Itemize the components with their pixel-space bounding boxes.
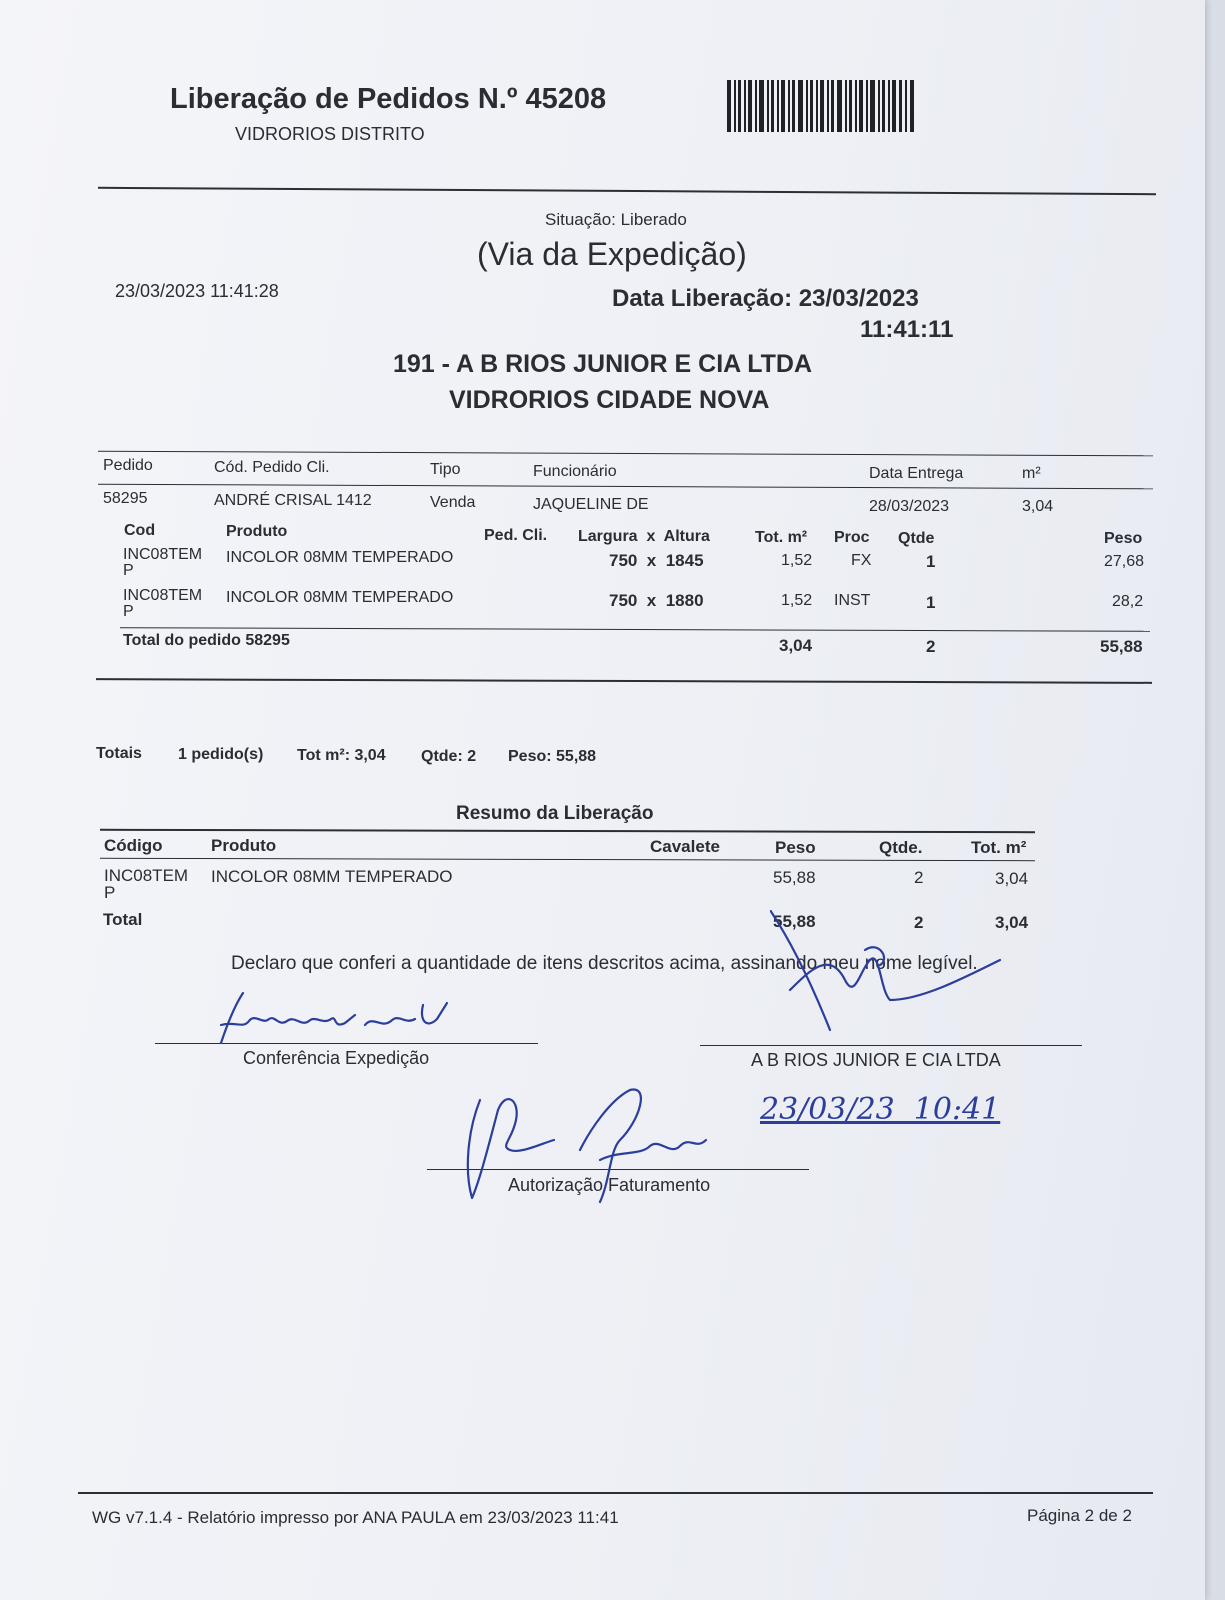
row-dims: 750 x 1845 [609,551,704,570]
row-tot-m2: 1,52 [781,592,813,609]
col-cod: Cod [124,522,156,539]
autorizacao-signature [460,1080,740,1210]
order-header-top-rule [98,451,1153,457]
col-produto: Produto [226,523,288,540]
conferencia-signature [205,985,465,1050]
header-divider [98,187,1156,195]
resumo-row-cod-line1: INC08TEM [104,866,189,885]
conferencia-label: Conferência Expedição [243,1048,430,1068]
totais-pedidos: 1 pedido(s) [178,746,264,763]
row-proc: FX [851,552,872,569]
row-cod-line1: INC08TEM [123,587,203,604]
resumo-row-produto: INCOLOR 08MM TEMPERADO [211,867,453,886]
label-m2: m² [1022,465,1041,482]
resumo-total-label: Total [103,910,143,929]
totais-peso: Peso: 55,88 [508,748,597,765]
value-data-entrega: 28/03/2023 [869,498,950,515]
order-block-bottom-rule [96,678,1152,684]
value-m2: 3,04 [1022,498,1054,515]
totais-tot-m2: Tot m²: 3,04 [297,747,386,764]
empresa-signature-line [700,1045,1082,1046]
label-data-entrega: Data Entrega [869,465,964,482]
resumo-col-codigo: Código [104,836,163,855]
resumo-total-qtde: 2 [914,913,924,932]
data-liberacao: Data Liberação: 23/03/2023 [612,285,919,312]
row-qtde: 1 [926,552,936,571]
row-qtde: 1 [926,593,936,612]
col-ped-cli: Ped. Cli. [484,527,548,544]
handwritten-date: 23/03/23 10:41 [760,1092,1001,1127]
order-total-m2: 3,04 [779,636,813,655]
label-cod-pedido-cli: Cód. Pedido Cli. [214,459,330,476]
resumo-row-qtde: 2 [914,868,924,887]
value-pedido: 58295 [103,490,148,507]
row-tot-m2: 1,52 [781,552,813,569]
row-dims: 750 x 1880 [609,591,704,610]
order-total-label: Total do pedido 58295 [123,632,290,649]
client-branch: VIDRORIOS CIDADE NOVA [449,386,770,414]
value-cod-pedido-cli: ANDRÉ CRISAL 1412 [214,492,372,509]
row-cod-line2: P [123,603,134,620]
col-largura-altura: Largura x Altura [578,528,710,545]
company-name: VIDRORIOS DISTRITO [235,124,425,144]
totais-qtde: Qtde: 2 [421,748,477,765]
status-situacao: Situação: Liberado [545,210,687,229]
empresa-signature [770,910,1010,1040]
hora-liberacao: 11:41:11 [860,316,954,343]
print-timestamp: 23/03/2023 11:41:28 [115,281,279,301]
resumo-total-peso: 55,88 [773,912,816,931]
resumo-header-rule [100,858,1035,861]
col-proc: Proc [834,529,870,546]
barcode-icon [727,78,915,134]
row-cod-line2: P [123,562,134,579]
resumo-row-tot-m2: 3,04 [995,869,1029,888]
resumo-col-qtde: Qtde. [879,838,923,857]
row-produto: INCOLOR 08MM TEMPERADO [226,549,454,566]
row-peso: 28,2 [1112,593,1144,610]
value-funcionario: JAQUELINE DE [533,496,649,513]
footer-page-number: Página 2 de 2 [1027,1506,1132,1525]
col-tot-m2: Tot. m² [755,529,808,546]
row-produto: INCOLOR 08MM TEMPERADO [226,589,454,606]
footer-divider [78,1492,1153,1494]
label-pedido: Pedido [103,457,153,474]
resumo-total-tot-m2: 3,04 [995,913,1029,932]
row-cod-line1: INC08TEM [123,546,203,563]
resumo-col-produto: Produto [211,836,277,855]
empresa-label: A B RIOS JUNIOR E CIA LTDA [751,1050,1001,1070]
resumo-title: Resumo da Liberação [456,803,654,824]
row-peso: 27,68 [1104,553,1145,570]
autorizacao-label: Autorização Faturamento [508,1175,711,1195]
via-label: (Via da Expedição) [477,236,747,272]
client-name: 191 - A B RIOS JUNIOR E CIA LTDA [393,350,813,378]
resumo-col-peso: Peso [775,838,816,857]
resumo-col-tot-m2: Tot. m² [971,838,1027,857]
row-proc: INST [834,592,871,609]
totais-label: Totais [96,745,142,762]
order-header-mid-rule [98,484,1153,490]
resumo-row-cod-line2: P [104,883,116,902]
resumo-top-rule [100,829,1035,833]
col-peso: Peso [1104,530,1143,547]
order-total-qtde: 2 [926,637,936,656]
document-title: Liberação de Pedidos N.º 45208 [170,83,607,115]
col-qtde: Qtde [898,530,935,547]
value-tipo: Venda [430,494,476,511]
label-tipo: Tipo [430,461,461,478]
resumo-col-cavalete: Cavalete [650,837,720,856]
order-total-peso: 55,88 [1100,637,1143,656]
footer-printed-by: WG v7.1.4 - Relatório impresso por ANA PAULA em 23/03/2023 11:41 [92,1508,619,1527]
declaration-text: Declaro que conferi a quantidade de itens descritos acima, assinando meu nome legível. [231,953,978,974]
label-funcionario: Funcionário [533,463,617,480]
resumo-row-peso: 55,88 [773,868,816,887]
